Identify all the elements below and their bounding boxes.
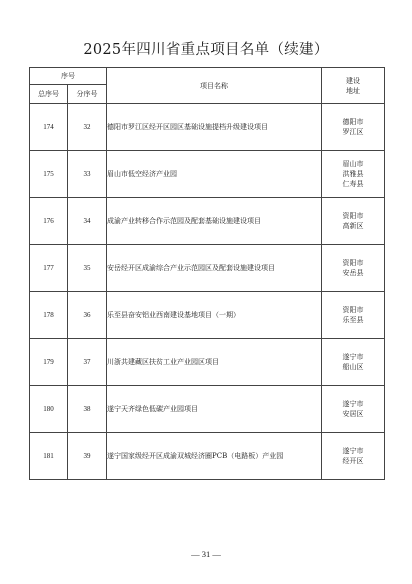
total-no-cell: 174 xyxy=(30,104,68,151)
region-line: 高新区 xyxy=(342,222,364,230)
project-name-cell: 遂宁国家级经开区成渝双城经济圈PCB（电路板）产业园 xyxy=(107,433,322,480)
sub-no-cell: 35 xyxy=(68,245,107,292)
region-cell xyxy=(322,386,385,433)
table-row xyxy=(30,245,385,292)
region-header xyxy=(322,68,385,104)
total-no-cell: 180 xyxy=(30,386,68,433)
table-row xyxy=(30,433,385,480)
sub-no-cell: 39 xyxy=(68,433,107,480)
sub-no-cell: 33 xyxy=(68,151,107,198)
page-number: — 31 — xyxy=(191,549,221,559)
region-cell xyxy=(322,151,385,198)
region-line: 安居区 xyxy=(342,410,364,418)
region-line: 资阳市 xyxy=(342,306,364,314)
sub-no-cell: 32 xyxy=(68,104,107,151)
sub-no-cell: 37 xyxy=(68,339,107,386)
total-no-cell: 178 xyxy=(30,292,68,339)
region-line: 资阳市 xyxy=(342,259,364,267)
sub-no-cell: 34 xyxy=(68,198,107,245)
region-line: 船山区 xyxy=(342,363,364,371)
total-no-cell: 179 xyxy=(30,339,68,386)
table-row xyxy=(30,339,385,386)
region-cell xyxy=(322,198,385,245)
region-line: 遂宁市 xyxy=(342,447,364,455)
sub-no-cell: 38 xyxy=(68,386,107,433)
page-title: 2025年四川省重点项目名单（续建） xyxy=(83,42,329,58)
region-line: 安岳县 xyxy=(342,269,364,277)
region-cell xyxy=(322,245,385,292)
region-line: 遂宁市 xyxy=(342,353,364,361)
region-line: 眉山市 xyxy=(342,160,364,168)
region-line: 罗江区 xyxy=(342,128,364,136)
project-name-cell: 眉山市低空经济产业园 xyxy=(107,151,322,198)
table-body xyxy=(30,104,385,480)
total-no-cell: 181 xyxy=(30,433,68,480)
region-line: 遂宁市 xyxy=(342,400,364,408)
region-cell xyxy=(322,104,385,151)
project-name-cell: 遂宁天齐绿色低碳产业园项目 xyxy=(107,386,322,433)
project-name-cell: 安岳经开区成渝综合产业示范园区及配套设施建设项目 xyxy=(107,245,322,292)
header-row-top xyxy=(30,68,385,85)
project-name-cell: 德阳市罗江区经开区园区基础设施提档升级建设项目 xyxy=(107,104,322,151)
region-line: 仁寿县 xyxy=(342,180,364,188)
region-header-label: 建设 地址 xyxy=(346,76,360,95)
total-no-cell: 175 xyxy=(30,151,68,198)
sub-no-header: 分序号 xyxy=(68,85,107,104)
project-name-cell: 川浙共建藏区扶贫工业产业园区项目 xyxy=(107,339,322,386)
total-no-cell: 177 xyxy=(30,245,68,292)
region-line: 资阳市 xyxy=(342,212,364,220)
table-row xyxy=(30,292,385,339)
region-line: 经开区 xyxy=(342,457,364,465)
region-line: 洪雅县 xyxy=(342,170,364,178)
table-row xyxy=(30,151,385,198)
region-line: 乐至县 xyxy=(342,316,364,324)
project-name-cell: 成渝产业转移合作示范园及配套基础设施建设项目 xyxy=(107,198,322,245)
seq-group-header: 序号 xyxy=(30,68,107,85)
region-cell xyxy=(322,292,385,339)
region-line: 德阳市 xyxy=(342,118,364,126)
total-no-cell: 176 xyxy=(30,198,68,245)
project-name-cell: 乐至县奋安铝业西南建设基地项目（一期） xyxy=(107,292,322,339)
table-row xyxy=(30,386,385,433)
table-row xyxy=(30,104,385,151)
project-table xyxy=(29,67,385,480)
sub-no-cell: 36 xyxy=(68,292,107,339)
project-name-header: 项目名称 xyxy=(107,68,322,104)
region-cell xyxy=(322,433,385,480)
table-row xyxy=(30,198,385,245)
region-cell xyxy=(322,339,385,386)
total-no-header: 总序号 xyxy=(30,85,68,104)
